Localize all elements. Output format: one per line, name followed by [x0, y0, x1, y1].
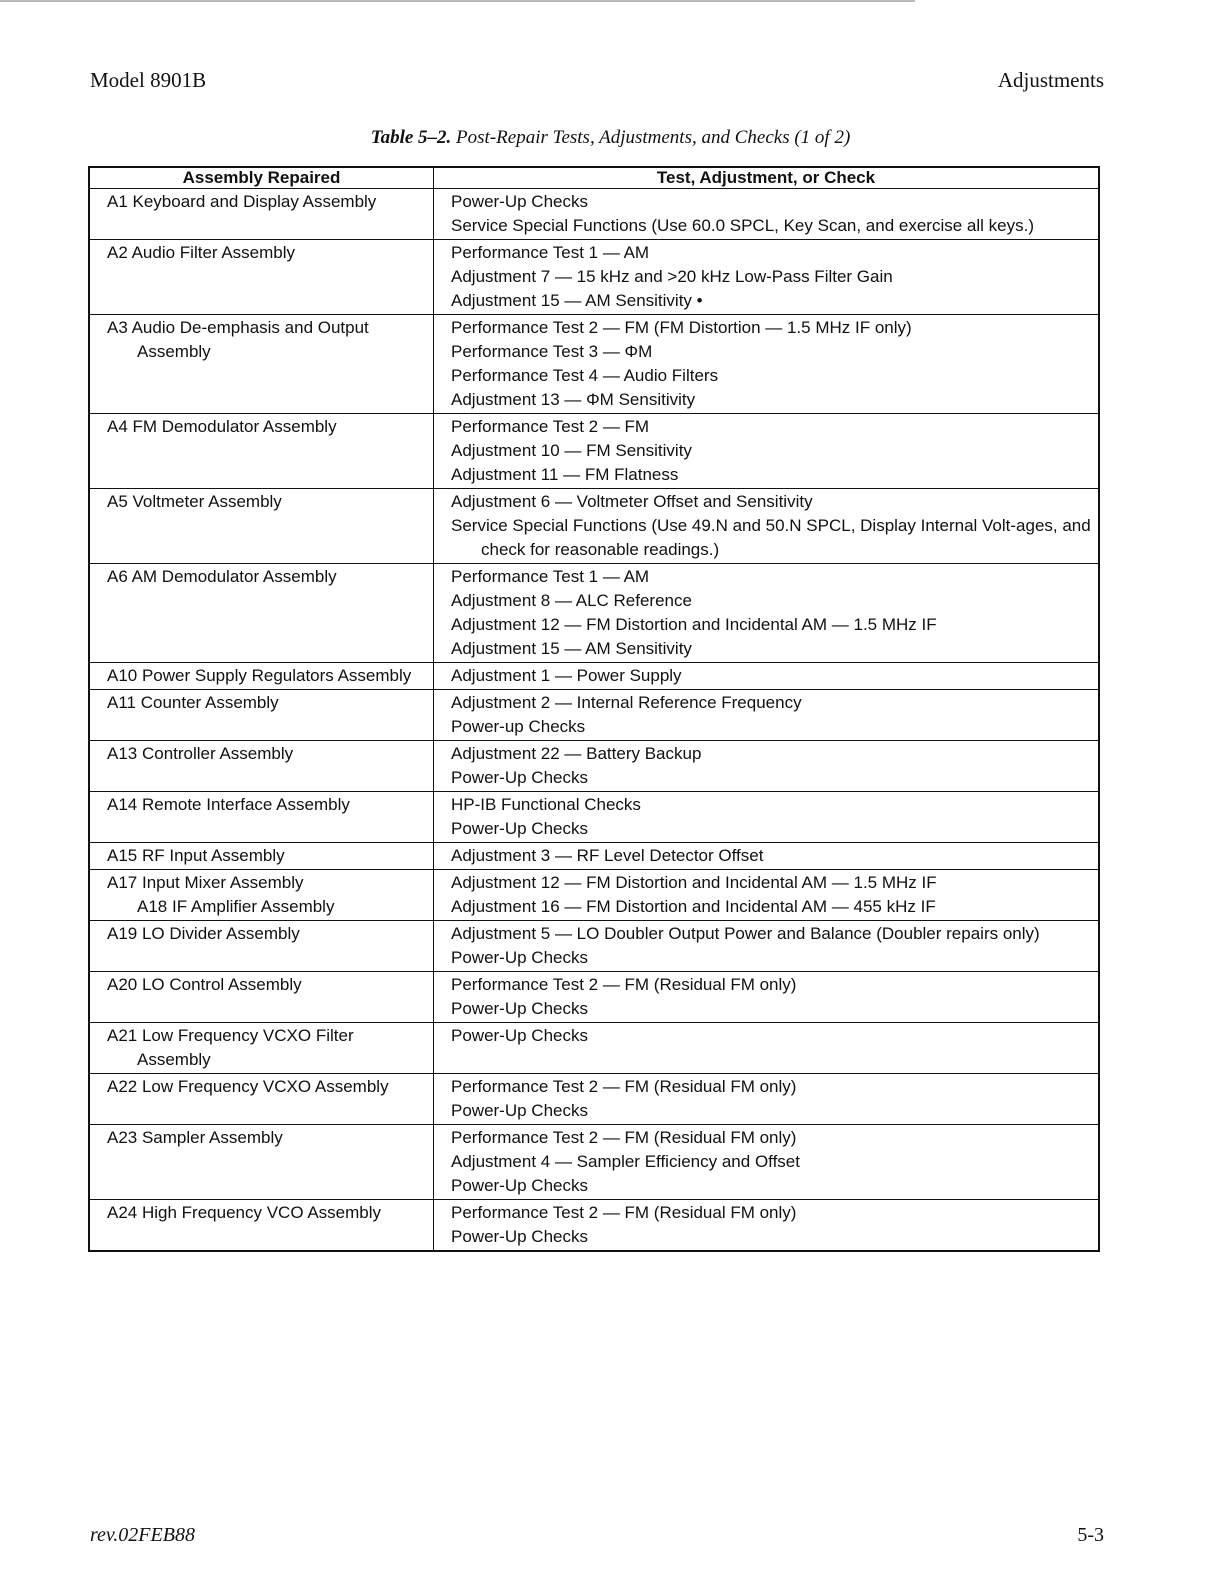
test-item: Adjustment 16 — FM Distortion and Incidental AM — 455 kHz IF	[451, 897, 936, 916]
assembly-cell	[89, 1074, 434, 1125]
column-header-assembly: Assembly Repaired	[89, 167, 434, 189]
assembly-cell	[89, 972, 434, 1023]
test-item: Power-Up Checks	[451, 768, 588, 787]
test-item: Service Special Functions (Use 49.N and 50.N SPCL, Display Internal Volt-ages, and check for reasonable readings.)	[451, 516, 1091, 559]
assembly-name: A24 High Frequency VCO Assembly	[107, 1203, 382, 1222]
header-model: Model 8901B	[90, 68, 207, 92]
test-item: Adjustment 6 — Voltmeter Offset and Sensitivity	[451, 492, 813, 511]
test-item: Power-Up Checks	[451, 999, 588, 1018]
test-cell	[434, 792, 1100, 843]
table-row	[89, 414, 1099, 489]
test-item: Adjustment 1 — Power Supply	[451, 666, 682, 685]
test-cell	[434, 1125, 1100, 1200]
test-item: Performance Test 2 — FM (Residual FM only)	[451, 975, 797, 994]
test-cell	[434, 489, 1100, 564]
test-item: Performance Test 2 — FM (Residual FM only)	[451, 1203, 797, 1222]
table-caption-label: Table 5–2.	[370, 127, 452, 148]
table-row	[89, 690, 1099, 741]
test-cell	[434, 189, 1100, 240]
test-item: Power-up Checks	[451, 717, 586, 736]
assembly-name: A10 Power Supply Regulators Assembly	[107, 666, 412, 685]
table-row	[89, 1023, 1099, 1074]
assembly-cell	[89, 921, 434, 972]
table-body	[89, 189, 1099, 1252]
table-caption	[0, 127, 1221, 149]
assembly-name: A23 Sampler Assembly	[107, 1128, 283, 1147]
test-cell	[434, 741, 1100, 792]
table-row	[89, 1125, 1099, 1200]
test-item: HP-IB Functional Checks	[451, 795, 641, 814]
test-cell	[434, 690, 1100, 741]
assembly-name: A6 AM Demodulator Assembly	[107, 567, 337, 586]
test-item: Power-Up Checks	[451, 1227, 588, 1246]
test-cell	[434, 315, 1100, 414]
footer-revision: rev.02FEB88	[90, 1524, 195, 1546]
test-item: Adjustment 13 — ΦM Sensitivity	[451, 390, 696, 409]
test-item: Adjustment 4 — Sampler Efficiency and Offset	[451, 1152, 800, 1171]
test-item: Adjustment 3 — RF Level Detector Offset	[451, 846, 764, 865]
test-item: Power-Up Checks	[451, 192, 588, 211]
assembly-name: A13 Controller Assembly	[107, 744, 294, 763]
test-item: Power-Up Checks	[451, 1101, 588, 1120]
assembly-cell	[89, 663, 434, 690]
assembly-name: A2 Audio Filter Assembly	[107, 243, 296, 262]
test-item: Performance Test 1 — AM	[451, 567, 650, 586]
test-cell	[434, 663, 1100, 690]
table-row	[89, 921, 1099, 972]
column-header-test: Test, Adjustment, or Check	[434, 167, 1100, 189]
assembly-cell	[89, 792, 434, 843]
page-number: 5-3	[1077, 1524, 1104, 1546]
test-item: Adjustment 12 — FM Distortion and Incidental AM — 1.5 MHz IF	[451, 873, 937, 892]
assembly-cell	[89, 741, 434, 792]
test-item: Adjustment 15 — AM Sensitivity •	[451, 291, 703, 310]
assembly-cell	[89, 564, 434, 663]
test-cell	[434, 1074, 1100, 1125]
assembly-cell	[89, 189, 434, 240]
assembly-name: A15 RF Input Assembly	[107, 846, 285, 865]
test-item: Adjustment 5 — LO Doubler Output Power and Balance (Doubler repairs only)	[451, 924, 1040, 943]
test-cell	[434, 564, 1100, 663]
assembly-name: A4 FM Demodulator Assembly	[107, 417, 337, 436]
test-item: Power-Up Checks	[451, 1026, 588, 1045]
assembly-name: A21 Low Frequency VCXO Filter Assembly	[107, 1026, 354, 1069]
test-item: Power-Up Checks	[451, 948, 588, 967]
test-item: Adjustment 15 — AM Sensitivity	[451, 639, 692, 658]
scan-edge-line	[0, 0, 915, 2]
assembly-cell	[89, 870, 434, 921]
assembly-cell	[89, 1125, 434, 1200]
assembly-cell	[89, 690, 434, 741]
assembly-cell	[89, 1023, 434, 1074]
assembly-cell	[89, 843, 434, 870]
test-item: Performance Test 4 — Audio Filters	[451, 366, 719, 385]
table-row	[89, 189, 1099, 240]
assembly-name: A20 LO Control Assembly	[107, 975, 302, 994]
assembly-name: A19 LO Divider Assembly	[107, 924, 300, 943]
test-item: Performance Test 3 — ΦM	[451, 342, 653, 361]
table-row	[89, 1074, 1099, 1125]
test-item: Performance Test 1 — AM	[451, 243, 650, 262]
test-cell	[434, 240, 1100, 315]
table-caption-title: Post-Repair Tests, Adjustments, and Checks (1 of 2)	[456, 127, 851, 148]
test-cell	[434, 843, 1100, 870]
table-row	[89, 663, 1099, 690]
assembly-name: A17 Input Mixer Assembly A18 IF Amplifier Assembly	[107, 873, 335, 916]
test-cell	[434, 414, 1100, 489]
test-item: Power-Up Checks	[451, 1176, 588, 1195]
table-row	[89, 792, 1099, 843]
table-row	[89, 315, 1099, 414]
test-item: Performance Test 2 — FM (Residual FM only)	[451, 1128, 797, 1147]
table-row	[89, 843, 1099, 870]
test-cell	[434, 1200, 1100, 1252]
table-row	[89, 1200, 1099, 1252]
test-item: Adjustment 10 — FM Sensitivity	[451, 441, 692, 460]
test-item: Performance Test 2 — FM (Residual FM only)	[451, 1077, 797, 1096]
test-item: Adjustment 12 — FM Distortion and Incidental AM — 1.5 MHz IF	[451, 615, 937, 634]
assembly-cell	[89, 414, 434, 489]
assembly-cell	[89, 315, 434, 414]
header-section: Adjustments	[997, 68, 1104, 92]
test-item: Adjustment 2 — Internal Reference Frequency	[451, 693, 802, 712]
table-row	[89, 240, 1099, 315]
assembly-name: A22 Low Frequency VCXO Assembly	[107, 1077, 389, 1096]
assembly-name: A5 Voltmeter Assembly	[107, 492, 282, 511]
table-row	[89, 972, 1099, 1023]
test-item: Power-Up Checks	[451, 819, 588, 838]
test-item: Performance Test 2 — FM (FM Distortion — 1.5 MHz IF only)	[451, 318, 912, 337]
table-header-row	[89, 167, 1099, 189]
test-item: Adjustment 8 — ALC Reference	[451, 591, 692, 610]
test-cell	[434, 972, 1100, 1023]
assembly-name: A14 Remote Interface Assembly	[107, 795, 350, 814]
test-item: Adjustment 11 — FM Flatness	[451, 465, 679, 484]
test-item: Adjustment 22 — Battery Backup	[451, 744, 702, 763]
assembly-cell	[89, 1200, 434, 1252]
table-row	[89, 489, 1099, 564]
assembly-name: A1 Keyboard and Display Assembly	[107, 192, 377, 211]
test-cell	[434, 870, 1100, 921]
post-repair-table	[88, 166, 1100, 1252]
test-item: Adjustment 7 — 15 kHz and >20 kHz Low-Pass Filter Gain	[451, 267, 893, 286]
table-row	[89, 741, 1099, 792]
assembly-cell	[89, 240, 434, 315]
test-item: Performance Test 2 — FM	[451, 417, 650, 436]
test-item: Service Special Functions (Use 60.0 SPCL, Key Scan, and exercise all keys.)	[451, 216, 1034, 235]
assembly-name: A11 Counter Assembly	[107, 693, 279, 712]
assembly-name: A3 Audio De-emphasis and Output Assembly	[107, 318, 369, 361]
test-cell	[434, 1023, 1100, 1074]
table-row	[89, 564, 1099, 663]
test-cell	[434, 921, 1100, 972]
table-row	[89, 870, 1099, 921]
assembly-cell	[89, 489, 434, 564]
